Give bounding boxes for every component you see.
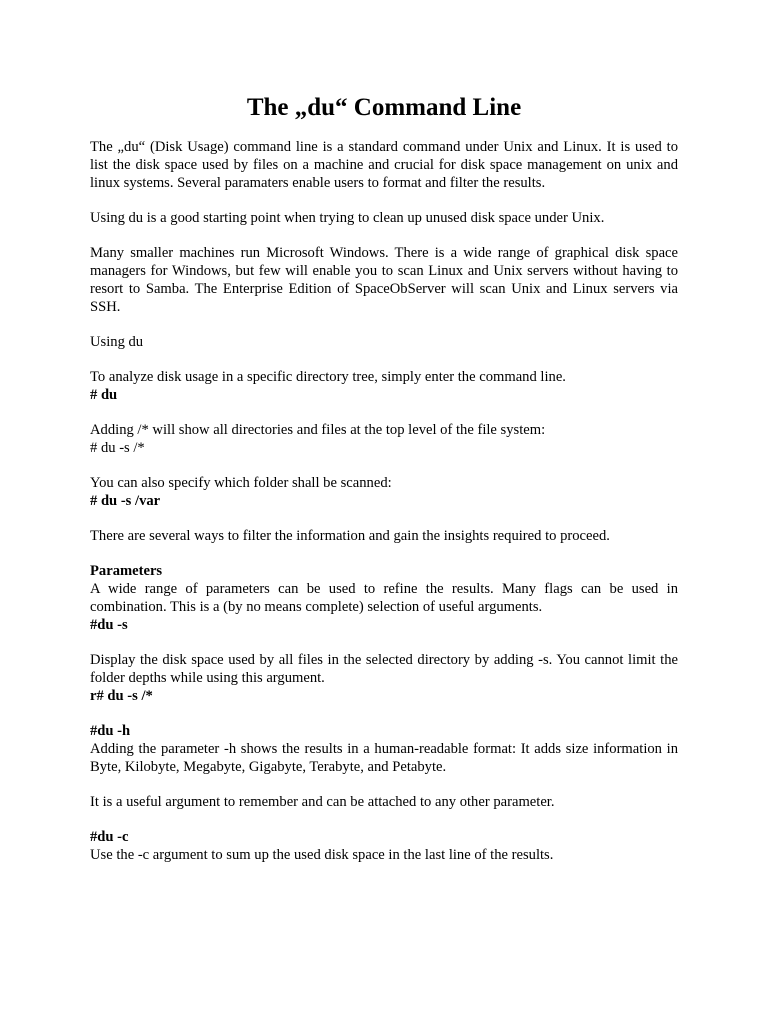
specify-block <box>90 474 678 510</box>
adding-block <box>90 421 678 457</box>
du-h-command: #du -h <box>90 723 131 739</box>
intro-paragraph-1: The „du“ (Disk Usage) command line is a standard command under Unix and Linux. It is used to list the disk space used by files on a machine and crucial for disk space management on unix and linux systems. Several paramaters enable users to format and filter the results. <box>90 139 678 191</box>
du-s-block <box>90 651 678 705</box>
parameters-intro: A wide range of parameters can be used to refine the results. Many flags can be used in combination. This is a (by no means complete) selection of useful arguments. <box>90 581 678 615</box>
document-content <box>90 92 678 881</box>
du-c-description: Use the -c argument to sum up the used disk space in the last line of the results. <box>90 847 554 863</box>
du-h-note: It is a useful argument to remember and can be attached to any other parameter. <box>90 794 555 810</box>
analyze-text: To analyze disk usage in a specific directory tree, simply enter the command line. <box>90 369 566 385</box>
parameters-heading: Parameters <box>90 563 163 579</box>
du-h-block <box>90 722 678 776</box>
du-s-description: Display the disk space used by all files in the selected directory by adding -s. You cannot limit the folder depths while using this argument. <box>90 652 678 686</box>
page-title: The „du“ Command Line <box>246 94 522 121</box>
using-du-heading: Using du <box>90 334 144 350</box>
filter-paragraph: There are several ways to filter the information and gain the insights required to proceed. <box>90 528 610 544</box>
adding-text: Adding /* will show all directories and files at the top level of the file system: <box>90 422 546 438</box>
analyze-block <box>90 368 678 404</box>
du-s-example: r# du -s /* <box>90 688 153 704</box>
specify-command: # du -s /var <box>90 493 161 509</box>
parameters-block <box>90 562 678 634</box>
specify-text: You can also specify which folder shall be scanned: <box>90 475 392 491</box>
intro-paragraph-2: Using du is a good starting point when trying to clean up unused disk space under Unix. <box>90 210 605 226</box>
intro-paragraph-3: Many smaller machines run Microsoft Windows. There is a wide range of graphical disk space managers for Windows, but few will enable you to scan Linux and Unix servers without having to resort to Samba. The Enterprise Edition of SpaceObServer will scan Unix and Linux servers via SSH. <box>90 245 678 315</box>
analyze-command: # du <box>90 387 118 403</box>
du-c-block <box>90 828 678 864</box>
du-h-description: Adding the parameter -h shows the results in a human-readable format: It adds size information in Byte, Kilobyte, Megabyte, Gigabyte, Terabyte, and Petabyte. <box>90 741 678 775</box>
adding-command: # du -s /* <box>90 440 145 456</box>
du-s-command: #du -s <box>90 617 128 633</box>
du-c-command: #du -c <box>90 829 129 845</box>
